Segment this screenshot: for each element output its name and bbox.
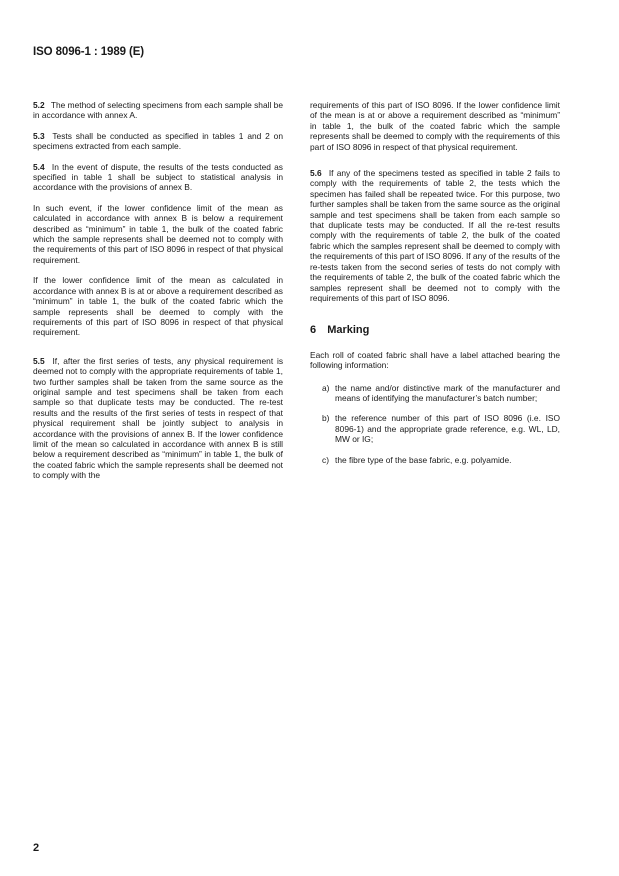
paragraph: requirements of this part of ISO 8096. If the lower confidence limit of the mean is at or above a requirement described as “minimum” in table 1, the bulk of the coated fabric which the sample represents shall be deemed to comply with the requirements of this part of ISO 8096 in respect of that physical requirement. — [310, 100, 560, 152]
list-text: the reference number of this part of ISO 8096 (i.e. ISO 8096-1) and the appropriate grade reference, e.g. WL, LD, MW or IG; — [335, 413, 560, 445]
list-text: the fibre type of the base fabric, e.g. polyamide. — [335, 454, 512, 465]
section-title: Marking — [327, 324, 370, 337]
clause-5-2 — [33, 100, 283, 121]
clause-number: 5.6 — [310, 168, 322, 179]
right-column — [310, 100, 560, 475]
left-column — [33, 100, 283, 491]
list-item — [310, 383, 560, 404]
clause-5-5 — [33, 356, 283, 481]
section-6-heading — [310, 325, 560, 335]
page-number: 2 — [33, 842, 40, 854]
list-label: c) — [322, 454, 329, 465]
clause-text: Tests shall be conducted as specified in tables 1 and 2 on specimens extracted from each sample. — [33, 130, 283, 152]
list-item — [310, 455, 560, 465]
clause-text: In the event of dispute, the results of the tests conducted as specified in table 1 shall be subject to statistical analysis in accordance with the provisions of annex B. — [33, 161, 283, 193]
paragraph: If the lower confidence limit of the mean as calculated in accordance with annex B is at or above a requirement described as “minimum” in table 1, the bulk of the coated fabric which the sample represents shall be deemed to comply with the requirements of this part of ISO 8096 in respect of that physical requirement. — [33, 275, 283, 338]
clause-text: If, after the first series of tests, any physical requirement is deemed not to comply with the appropriate requirements of table 1, two further samples shall be taken from the same source as the original sample and test specimens shall be taken from each sample so that duplicate tests may be conducted. The re-test results and the results of the first series of tests in respect of that physical requirement shall be jointly subject to analysis in accordance with the provisions of annex B. If the lower confidence limit of the mean so calculated in accordance with annex B is still below a requirement described as “minimum” in table 1, the bulk of the coated fabric which the sample represents shall be deemed not to comply with the — [33, 355, 284, 481]
clause-number: 5.5 — [33, 355, 45, 366]
paragraph: Each roll of coated fabric shall have a label attached bearing the following information: — [310, 349, 560, 371]
clause-5-4 — [33, 162, 283, 193]
section-number: 6 — [310, 324, 317, 337]
clause-5-3 — [33, 131, 283, 152]
document-header: ISO 8096-1 : 1989 (E) — [33, 46, 145, 58]
clause-number: 5.3 — [33, 130, 45, 141]
clause-text: The method of selecting specimens from each sample shall be in accordance with annex A. — [33, 100, 283, 121]
list-text: the name and/or distinctive mark of the manufacturer and means of identifying the manufacturer’s batch number; — [335, 382, 560, 403]
list-item — [310, 413, 560, 444]
clause-number: 5.2 — [33, 100, 45, 110]
clause-text: If any of the specimens tested as specified in table 2 fails to comply with the requirements of table 2, the tests which the specimen has failed shall be repeated twice. For this purpose, two further samples shall be taken from the same source as the original sample and test specimens shall be taken from each sample so that duplicate tests may be conducted. If all the re-test results comply with the requirements of table 2, the bulk of the coated fabric which the samples represent shall be deemed to comply with the requirements of this part of ISO 8096. If any of the results of the re-tests taken from the second series of tests do not comply with the requirements of table 2, the bulk of the coated fabric which the samples represent shall be deemed not to comply with the requirements of this part of ISO 8096. — [310, 168, 560, 303]
list-label: b) — [322, 413, 330, 424]
paragraph: In such event, if the lower confidence limit of the mean as calculated in accordance with annex B is below a requirement described as “minimum” in table 1, the bulk of the coated fabric which the sample represents shall be deemed not to comply with the requirements of this part of ISO 8096 in respect of that physical requirement. — [33, 202, 283, 265]
clause-number: 5.4 — [33, 161, 45, 172]
clause-5-6 — [310, 168, 560, 303]
list-label: a) — [322, 382, 330, 393]
